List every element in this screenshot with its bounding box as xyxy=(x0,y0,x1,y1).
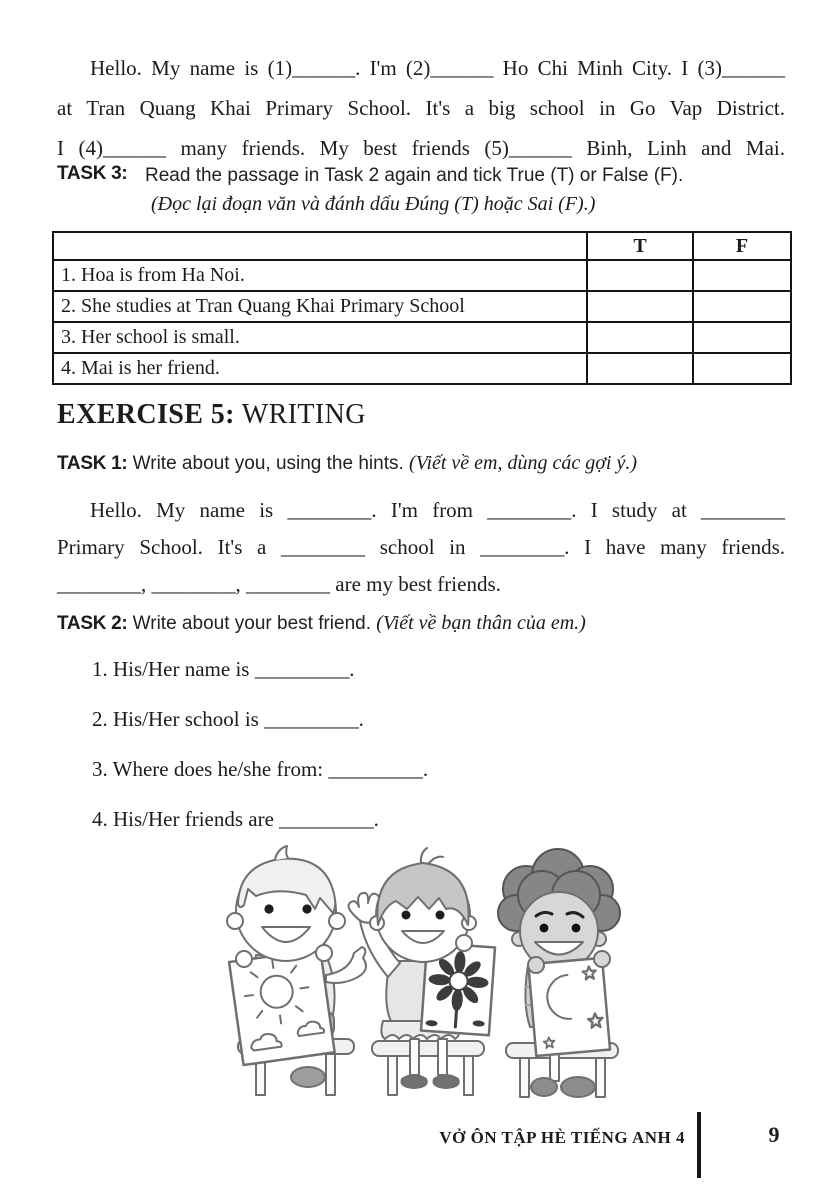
child-right xyxy=(498,849,620,1097)
task2-instruction-en: Write about your best friend. xyxy=(132,613,371,634)
tick-cell-f xyxy=(693,260,791,291)
task2-item: 1. His/Her name is _________. xyxy=(92,657,355,681)
passage-line: I (4)______ many friends. My best friends (5)______ Binh, Linh and Mai. xyxy=(57,136,785,160)
task3-label: TASK 3: xyxy=(57,163,128,184)
table-row xyxy=(53,353,791,384)
table-row xyxy=(53,291,791,322)
task1-instruction-vi: (Viết về em, dùng các gợi ý.) xyxy=(409,452,638,474)
exercise5-heading xyxy=(57,399,366,431)
task1-line: ________, ________, ________ are my best friends. xyxy=(57,572,501,596)
task2-label: TASK 2: xyxy=(57,613,128,634)
statement-cell: 2. She studies at Tran Quang Khai Primary School xyxy=(53,291,587,322)
statement-header-cell xyxy=(53,232,587,260)
tick-cell-f xyxy=(693,353,791,384)
tick-cell-t xyxy=(587,353,693,384)
table-row xyxy=(53,322,791,353)
statement-cell: 3. Her school is small. xyxy=(53,322,587,353)
statement-cell: 1. Hoa is from Ha Noi. xyxy=(53,260,587,291)
tick-cell-f xyxy=(693,291,791,322)
children-illustration xyxy=(178,843,668,1108)
task1-instruction-en: Write about you, using the hints. xyxy=(132,453,404,474)
exercise5-title: WRITING xyxy=(241,399,366,430)
task1-label: TASK 1: xyxy=(57,453,128,474)
task1-header xyxy=(57,452,637,475)
table-row xyxy=(53,260,791,291)
table-header-row xyxy=(53,232,791,260)
task1-line: Hello. My name is ________. I'm from ________. I study at ________ xyxy=(90,498,785,522)
task3-instruction-vi: (Đọc lại đoạn văn và đánh dấu Đúng (T) hoặc Sai (F).) xyxy=(151,193,596,215)
tick-cell-t xyxy=(587,322,693,353)
child-left xyxy=(227,846,366,1095)
tick-cell-f xyxy=(693,322,791,353)
task2-header xyxy=(57,612,586,635)
footer-book-title: VỞ ÔN TẬP HÈ TIẾNG ANH 4 xyxy=(439,1128,685,1147)
task2-item: 4. His/Her friends are _________. xyxy=(92,807,379,831)
false-header-cell: F xyxy=(693,232,791,260)
footer-page-number: 9 xyxy=(768,1122,780,1147)
task3-instruction-en: Read the passage in Task 2 again and tick True (T) or False (F). xyxy=(145,165,684,186)
statement-cell: 4. Mai is her friend. xyxy=(53,353,587,384)
exercise5-label: EXERCISE 5: xyxy=(57,399,235,430)
task2-items xyxy=(92,655,428,855)
true-false-table xyxy=(52,231,792,385)
child-middle xyxy=(349,848,495,1095)
task2-instruction-vi: (Viết về bạn thân của em.) xyxy=(376,612,586,634)
task1-paragraph xyxy=(57,492,785,603)
footer-divider-bar xyxy=(697,1112,701,1178)
task3-header xyxy=(57,163,683,219)
task1-line: Primary School. It's a ________ school in ________. I have many friends. xyxy=(57,535,785,559)
task2-item: 3. Where does he/she from: _________. xyxy=(92,757,429,781)
tick-cell-t xyxy=(587,260,693,291)
task2-item: 2. His/Her school is _________. xyxy=(92,707,364,731)
true-header-cell: T xyxy=(587,232,693,260)
task2-passage xyxy=(57,48,785,168)
passage-line: at Tran Quang Khai Primary School. It's a big school in Go Vap District. xyxy=(57,96,785,120)
passage-line: Hello. My name is (1)______. I'm (2)______ Ho Chi Minh City. I (3)______ xyxy=(90,56,785,80)
tick-cell-t xyxy=(587,291,693,322)
